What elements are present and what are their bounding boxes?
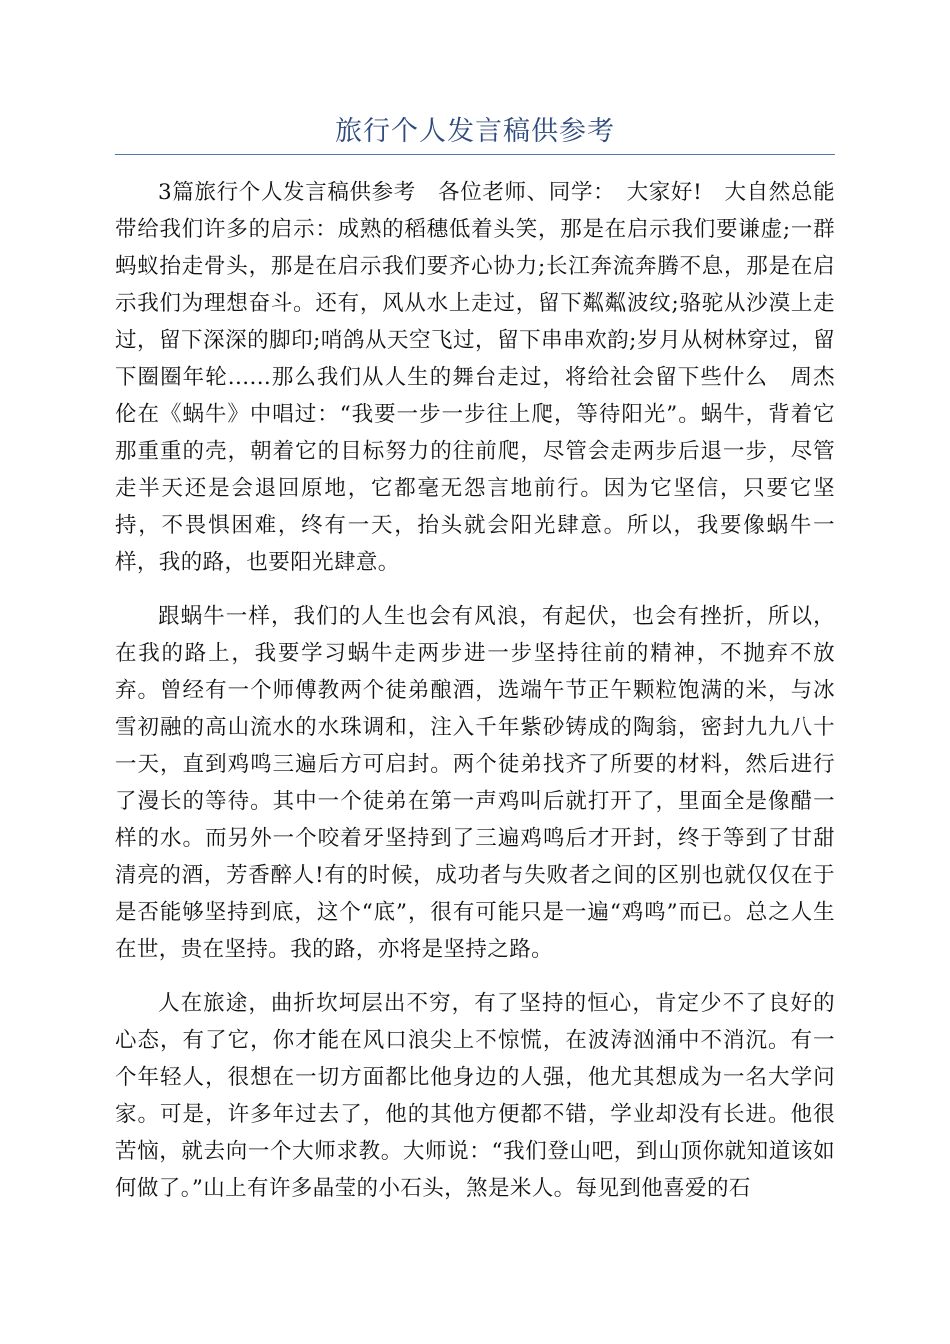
- body-paragraph-2: 跟蜗牛一样，我们的人生也会有风浪，有起伏，也会有挫折，所以，在我的路上，我要学习蜗牛走两步进一步坚持往前的精神，不抛弃不放弃。曾经有一个师傅教两个徒弟酿酒，选端午节正午颗粒饱满的米，与冰雪初融的高山流水的水珠调和，注入千年紫砂铸成的陶翁，密封九九八十一天，直到鸡鸣三遍后方可启封。两个徒弟找齐了所要的材料，然后进行了漫长的等待。其中一个徒弟在第一声鸡叫后就打开了，里面全是像醋一样的水。而另外一个咬着牙坚持到了三遍鸡鸣后才开封，终于等到了甘甜清亮的酒，芳香醉人!有的时候，成功者与失败者之间的区别也就仅仅在于是否能够坚持到底，这个“底”，很有可能只是一遍“鸡鸣”而已。总之人生在世，贵在坚持。我的路，亦将是坚持之路。: [115, 604, 835, 962]
- body-paragraph-1: 3篇旅行个人发言稿供参考 各位老师、同学： 大家好! 大自然总能带给我们许多的启示：成熟的稻穗低着头笑，那是在启示我们要谦虚;一群蚂蚁抬走骨头，那是在启示我们要齐心协力;长江奔流奔腾不息，那是在启示我们为理想奋斗。还有，风从水上走过，留下粼粼波纹;骆驼从沙漠上走过，留下深深的脚印;哨鸽从天空飞过，留下串串欢韵;岁月从树林穿过，留下圈圈年轮......那么我们从人生的舞台走过，将给社会留下些什么 周杰伦在《蜗牛》中唱过：“我要一步一步往上爬，等待阳光”。蜗牛，背着它那重重的壳，朝着它的目标努力的往前爬，尽管会走两步后退一步，尽管走半天还是会退回原地，它都毫无怨言地前行。因为它坚信，只要它坚持，不畏惧困难，终有一天，抬头就会阳光肆意。所以，我要像蜗牛一样，我的路，也要阳光肆意。: [115, 180, 835, 575]
- document-body: [115, 174, 835, 1224]
- document-title: 旅行个人发言稿供参考: [335, 116, 615, 147]
- body-paragraph-3: 人在旅途，曲折坎坷层出不穷，有了坚持的恒心，肯定少不了良好的心态，有了它，你才能在风口浪尖上不惊慌，在波涛汹涌中不消沉。有一个年轻人，很想在一切方面都比他身边的人强，他尤其想成为一名大学问家。可是，许多年过去了，他的其他方便都不错，学业却没有长进。他很苦恼，就去向一个大师求教。大师说：“我们登山吧，到山顶你就知道该如何做了。”山上有许多晶莹的小石头，煞是米人。每见到他喜爱的石: [115, 991, 835, 1201]
- title-underline-divider: [115, 154, 835, 155]
